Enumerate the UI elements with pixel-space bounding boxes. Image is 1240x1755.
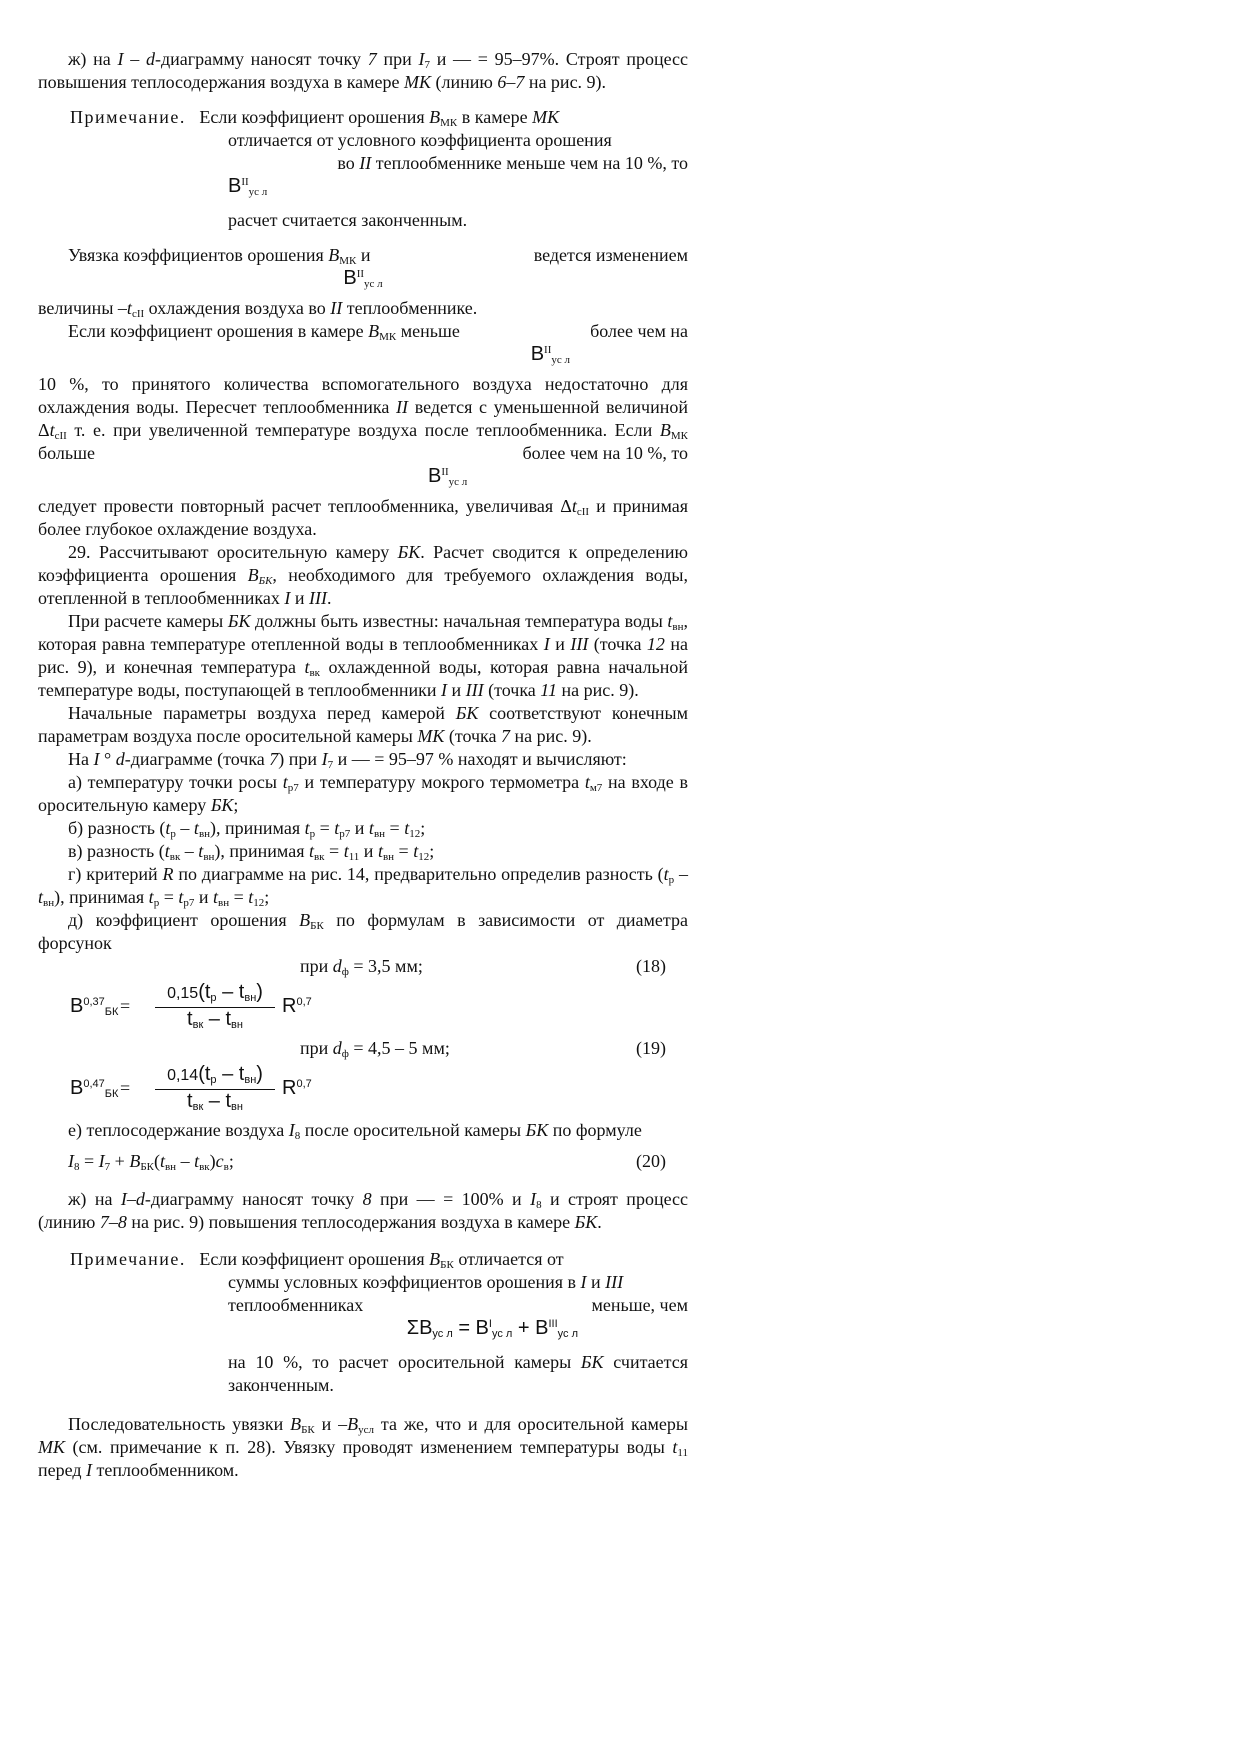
paragraph-nach: Начальные параметры воздуха перед камерой БК соответствуют конечным параметрам воздуха после оросительной камеры МК (точка 7 на рис. 9). bbox=[38, 703, 689, 746]
note2-label: Примечание. bbox=[70, 1249, 186, 1269]
paragraph-na: На I ° d-диаграмме (точка 7) при $I_7$ и — = 95–97 % находят и вычисляют: bbox=[68, 749, 627, 771]
note2-sum: $\Sigma B_{ус л} = B^I_{ус л} + B^{III}_{ус л}$ bbox=[406, 1317, 578, 1340]
eq19-number: (19) bbox=[636, 1038, 666, 1058]
eq18-r: R$^{0,7}$ bbox=[282, 995, 312, 1017]
note-1 bbox=[38, 106, 688, 232]
item-a: а) температуру точки росы $t_{р7}$ и температуру мокрого термометра $t_{м7}$ на входе в оросительную камеру БК; bbox=[38, 772, 688, 815]
eq18-lhs: B$^{0,37}_{БК}$ bbox=[70, 995, 119, 1018]
symbol-line-3: $B^{II}_{ус л}$ bbox=[428, 465, 468, 488]
note2-line-2: суммы условных коэффициентов орошения в I и III bbox=[228, 1272, 624, 1292]
paragraph-raschet: При расчете камеры БК должны быть известны: начальная температура воды $t_{вн}$, которая равна температуре отепленной воды в теплообменниках I и III (точка 12 на рис. 9), и конечная температура $t_{вк}$ охлажденной воды, которая равна начальной температуре воды, поступающей в теплообменники I и III (точка 11 на рис. 9). bbox=[38, 611, 688, 700]
note-symbol: $B^{II}_{ус л}$ bbox=[228, 175, 268, 198]
paragraph-zh: ж) на I – d-диаграмму наносят точку 7 при $I_7$ и — = 95–97%. Строят процесс повышения теплосодержания воздуха в камере МК (линию 6–7 на рис. 9). bbox=[38, 49, 688, 92]
item-zh: ж) на I–d-диаграмму наносят точку 8 при — = 100% и $I_8$ и строят процесс (линию 7–8 на рис. 9) повышения теплосодержания воздуха в камере БК. bbox=[38, 1189, 688, 1232]
paragraph-last: Последовательность увязки $B_{БК}$ и $-B_{усл}$ та же, что и для оросительной камеры МК (см. примечание к п. 28). Увязку проводят изменением температуры воды $t_{11}$ перед I теплообменником. bbox=[38, 1414, 688, 1480]
formula-20: $I_8 = I_7 + B_{БК}(t_{вн} - t_{вк})c_в$; (20) bbox=[68, 1151, 666, 1173]
note-line-3: во II теплообменнике меньше чем на 10 %, то bbox=[337, 153, 688, 173]
item-v: в) разность $(t_{вк} - t_{вн})$, принимая $t_{вк} = t_{11}$ и $t_{вн} = t_{12}$; bbox=[68, 841, 435, 863]
item-b: б) разность $(t_р - t_{вн})$, принимая $t_р = t_{р7}$ и $t_{вн} = t_{12}$; bbox=[68, 818, 426, 840]
item-e: е) теплосодержание воздуха $I_8$ после оросительной камеры БК по формуле bbox=[68, 1120, 642, 1142]
eq19-r: R$^{0,7}$ bbox=[282, 1077, 312, 1099]
eq18-fraction: $0,15(t_р - t_{вн})$ $t_{вк} - t_{вн}$ bbox=[155, 981, 275, 1031]
note-label: Примечание. bbox=[70, 107, 186, 127]
document-page bbox=[38, 48, 688, 1482]
formula-18: B$^{0,37}_{БК}$ = $0,15(t_р - t_{вн})$ $t_{вк} - t_{вн}$ R$^{0,7}$ bbox=[70, 981, 312, 1031]
symbol-line-1: $B^{II}_{ус л}$ bbox=[343, 267, 383, 290]
eq19-fraction: $0,14(t_р - t_{вн})$ $t_{вк} - t_{вн}$ bbox=[155, 1063, 275, 1113]
note2-line-3: теплообменниках меньше, чем bbox=[228, 1295, 688, 1315]
note2-line-4: на 10 %, то расчет оросительной камеры БК считается законченным. bbox=[228, 1352, 688, 1395]
item-d: д) коэффициент орошения $B_{БК}$ по формулам в зависимости от диаметра форсунок bbox=[38, 910, 688, 953]
eq20-number: (20) bbox=[636, 1151, 666, 1171]
eq19-condition: при $d_ф = 4,5 - 5$ мм; (19) bbox=[300, 1038, 666, 1060]
note-2 bbox=[38, 1248, 688, 1397]
paragraph-esli: Если коэффициент орошения в камере $B_{МК}$ меньше более чем на bbox=[68, 321, 688, 343]
eq18-number: (18) bbox=[636, 956, 666, 976]
paragraph-esli-end: следует провести повторный расчет теплообменника, увеличивая $\Delta t_{сII}$ и принимая более глубокое охлаждение воздуха. bbox=[38, 496, 688, 539]
note-line-4: расчет считается законченным. bbox=[228, 210, 468, 230]
symbol-line-2: $B^{II}_{ус л}$ bbox=[530, 343, 570, 366]
formula-19: B$^{0,47}_{БК}$ = $0,14(t_р - t_{вн})$ $t_{вк} - t_{вн}$ R$^{0,7}$ bbox=[70, 1063, 312, 1113]
item-g: г) критерий R по диаграмме на рис. 14, предварительно определив разность $(t_р - t_{вн})$, принимая $t_р = t_{р7}$ и $t_{вн} = t_{12}$; bbox=[38, 864, 688, 909]
paragraph-uvyazka-cont: величины $-t_{сII}$ охлаждения воздуха во II теплообменнике. bbox=[38, 298, 478, 320]
eq18-condition: при $d_ф = 3,5$ мм; (18) bbox=[300, 956, 666, 978]
paragraph-esli-cont: 10 %, то принятого количества вспомогательного воздуха недостаточно для охлаждения воды. Пересчет теплообменника II ведется с уменьшенной величиной $\Delta t_{сII}$ т. е. при увеличенной температуре воздуха после теплообменника. Если $B_{МК}$ больше более чем на 10 %, то bbox=[38, 374, 688, 463]
note-line-2: отличается от условного коэффициента орошения bbox=[228, 130, 612, 150]
paragraph-29: 29. Рассчитывают оросительную камеру БК. Расчет сводится к определению коэффициента орошения $B_{БК}$, необходимого для требуемого охлаждения воды, отепленной в теплообменниках I и III. bbox=[38, 542, 688, 608]
note-line-1: Если коэффициент орошения $B_{МК}$ в камере МК bbox=[199, 107, 560, 129]
eq19-lhs: B$^{0,47}_{БК}$ bbox=[70, 1077, 119, 1100]
paragraph-uvyazka: Увязка коэффициентов орошения $B_{МК}$ и ведется изменением bbox=[68, 245, 688, 267]
note2-line-1: Если коэффициент орошения $B_{БК}$ отличается от bbox=[199, 1249, 564, 1271]
